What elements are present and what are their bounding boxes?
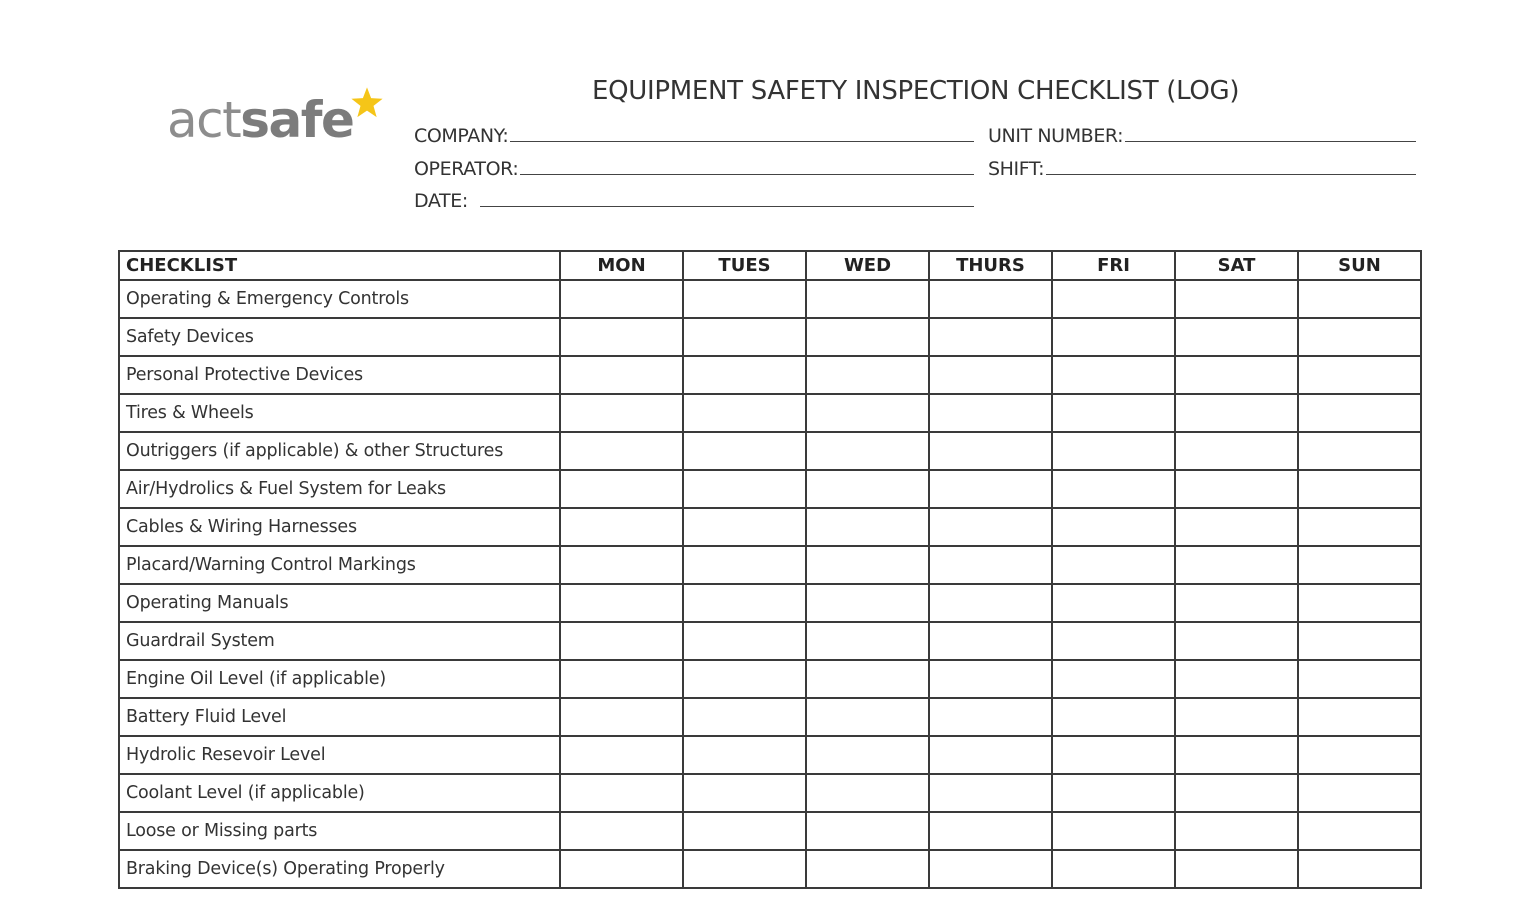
table-row xyxy=(119,356,1421,394)
shift-input-line[interactable] xyxy=(1046,173,1416,175)
check-cell-wed[interactable] xyxy=(806,470,929,508)
logo-text-act: act xyxy=(167,91,241,149)
check-cell-thurs[interactable] xyxy=(929,432,1052,470)
checklist-item-label: Battery Fluid Level xyxy=(119,698,560,736)
check-cell-sat[interactable] xyxy=(1175,622,1298,660)
check-cell-wed[interactable] xyxy=(806,698,929,736)
col-header-wed: WED xyxy=(806,251,929,280)
actsafe-logo xyxy=(167,84,397,154)
col-header-checklist: CHECKLIST xyxy=(119,251,560,280)
check-cell-tues[interactable] xyxy=(683,812,806,850)
checklist-item-label: Placard/Warning Control Markings xyxy=(119,546,560,584)
check-cell-mon[interactable] xyxy=(560,774,683,812)
shift-field[interactable] xyxy=(988,158,1416,180)
check-cell-mon[interactable] xyxy=(560,660,683,698)
checklist-item-label: Operating Manuals xyxy=(119,584,560,622)
star-icon xyxy=(350,86,384,120)
check-cell-fri[interactable] xyxy=(1052,508,1175,546)
operator-input-line[interactable] xyxy=(520,173,974,175)
check-cell-fri[interactable] xyxy=(1052,622,1175,660)
table-row xyxy=(119,622,1421,660)
check-cell-sun[interactable] xyxy=(1298,546,1421,584)
col-header-sun: SUN xyxy=(1298,251,1421,280)
checklist-item-label: Outriggers (if applicable) & other Structures xyxy=(119,432,560,470)
check-cell-wed[interactable] xyxy=(806,318,929,356)
table-row xyxy=(119,812,1421,850)
check-cell-fri[interactable] xyxy=(1052,470,1175,508)
check-cell-thurs[interactable] xyxy=(929,660,1052,698)
check-cell-sun[interactable] xyxy=(1298,812,1421,850)
check-cell-thurs[interactable] xyxy=(929,622,1052,660)
check-cell-mon[interactable] xyxy=(560,508,683,546)
check-cell-mon[interactable] xyxy=(560,736,683,774)
check-cell-sun[interactable] xyxy=(1298,470,1421,508)
check-cell-tues[interactable] xyxy=(683,660,806,698)
table-row xyxy=(119,318,1421,356)
check-cell-fri[interactable] xyxy=(1052,546,1175,584)
check-cell-fri[interactable] xyxy=(1052,812,1175,850)
check-cell-thurs[interactable] xyxy=(929,736,1052,774)
check-cell-wed[interactable] xyxy=(806,432,929,470)
check-cell-wed[interactable] xyxy=(806,508,929,546)
check-cell-thurs[interactable] xyxy=(929,470,1052,508)
check-cell-sat[interactable] xyxy=(1175,356,1298,394)
check-cell-sun[interactable] xyxy=(1298,622,1421,660)
check-cell-thurs[interactable] xyxy=(929,318,1052,356)
check-cell-wed[interactable] xyxy=(806,280,929,318)
table-header-row xyxy=(119,251,1421,280)
col-header-thurs: THURS xyxy=(929,251,1052,280)
checklist-item-label: Engine Oil Level (if applicable) xyxy=(119,660,560,698)
check-cell-sat[interactable] xyxy=(1175,660,1298,698)
check-cell-thurs[interactable] xyxy=(929,508,1052,546)
check-cell-tues[interactable] xyxy=(683,584,806,622)
check-cell-wed[interactable] xyxy=(806,622,929,660)
check-cell-fri[interactable] xyxy=(1052,850,1175,888)
check-cell-thurs[interactable] xyxy=(929,546,1052,584)
check-cell-thurs[interactable] xyxy=(929,774,1052,812)
col-header-fri: FRI xyxy=(1052,251,1175,280)
logo-wordmark xyxy=(167,92,353,148)
col-header-mon: MON xyxy=(560,251,683,280)
table-row xyxy=(119,660,1421,698)
check-cell-sun[interactable] xyxy=(1298,698,1421,736)
check-cell-wed[interactable] xyxy=(806,850,929,888)
check-cell-fri[interactable] xyxy=(1052,394,1175,432)
check-cell-tues[interactable] xyxy=(683,508,806,546)
checklist-item-label: Loose or Missing parts xyxy=(119,812,560,850)
check-cell-tues[interactable] xyxy=(683,850,806,888)
check-cell-tues[interactable] xyxy=(683,622,806,660)
check-cell-mon[interactable] xyxy=(560,850,683,888)
check-cell-wed[interactable] xyxy=(806,356,929,394)
check-cell-sat[interactable] xyxy=(1175,280,1298,318)
check-cell-sat[interactable] xyxy=(1175,736,1298,774)
check-cell-fri[interactable] xyxy=(1052,774,1175,812)
check-cell-mon[interactable] xyxy=(560,622,683,660)
check-cell-sun[interactable] xyxy=(1298,584,1421,622)
check-cell-sat[interactable] xyxy=(1175,546,1298,584)
company-label: COMPANY: xyxy=(414,125,509,147)
check-cell-sun[interactable] xyxy=(1298,736,1421,774)
check-cell-wed[interactable] xyxy=(806,660,929,698)
checklist-body xyxy=(119,280,1421,888)
checklist-item-label: Air/Hydrolics & Fuel System for Leaks xyxy=(119,470,560,508)
check-cell-sat[interactable] xyxy=(1175,318,1298,356)
check-cell-wed[interactable] xyxy=(806,546,929,584)
check-cell-sun[interactable] xyxy=(1298,318,1421,356)
table-row xyxy=(119,508,1421,546)
check-cell-mon[interactable] xyxy=(560,432,683,470)
operator-label: OPERATOR: xyxy=(414,158,519,180)
unit-number-input-line[interactable] xyxy=(1125,140,1416,142)
check-cell-tues[interactable] xyxy=(683,774,806,812)
check-cell-wed[interactable] xyxy=(806,394,929,432)
check-cell-sun[interactable] xyxy=(1298,850,1421,888)
check-cell-tues[interactable] xyxy=(683,736,806,774)
check-cell-sat[interactable] xyxy=(1175,812,1298,850)
checklist-item-label: Personal Protective Devices xyxy=(119,356,560,394)
check-cell-fri[interactable] xyxy=(1052,736,1175,774)
check-cell-fri[interactable] xyxy=(1052,318,1175,356)
table-row xyxy=(119,394,1421,432)
checklist-item-label: Operating & Emergency Controls xyxy=(119,280,560,318)
check-cell-tues[interactable] xyxy=(683,394,806,432)
check-cell-sat[interactable] xyxy=(1175,698,1298,736)
check-cell-tues[interactable] xyxy=(683,356,806,394)
check-cell-mon[interactable] xyxy=(560,812,683,850)
check-cell-mon[interactable] xyxy=(560,318,683,356)
check-cell-mon[interactable] xyxy=(560,356,683,394)
check-cell-fri[interactable] xyxy=(1052,280,1175,318)
check-cell-sun[interactable] xyxy=(1298,356,1421,394)
check-cell-sat[interactable] xyxy=(1175,508,1298,546)
table-row xyxy=(119,774,1421,812)
check-cell-thurs[interactable] xyxy=(929,698,1052,736)
check-cell-tues[interactable] xyxy=(683,470,806,508)
unit-number-label: UNIT NUMBER: xyxy=(988,125,1124,147)
checklist-item-label: Safety Devices xyxy=(119,318,560,356)
check-cell-thurs[interactable] xyxy=(929,356,1052,394)
check-cell-wed[interactable] xyxy=(806,774,929,812)
check-cell-wed[interactable] xyxy=(806,584,929,622)
col-header-sat: SAT xyxy=(1175,251,1298,280)
date-label: DATE: xyxy=(414,190,468,212)
check-cell-thurs[interactable] xyxy=(929,280,1052,318)
check-cell-tues[interactable] xyxy=(683,698,806,736)
table-row xyxy=(119,850,1421,888)
unit-number-field[interactable] xyxy=(988,125,1416,147)
checklist-item-label: Hydrolic Resevoir Level xyxy=(119,736,560,774)
company-field[interactable] xyxy=(414,125,974,147)
check-cell-wed[interactable] xyxy=(806,736,929,774)
check-cell-mon[interactable] xyxy=(560,698,683,736)
checklist-item-label: Braking Device(s) Operating Properly xyxy=(119,850,560,888)
shift-label: SHIFT: xyxy=(988,158,1045,180)
check-cell-sun[interactable] xyxy=(1298,280,1421,318)
check-cell-sat[interactable] xyxy=(1175,470,1298,508)
check-cell-mon[interactable] xyxy=(560,394,683,432)
logo-text-safe: safe xyxy=(240,91,354,149)
checklist-table xyxy=(118,250,1422,889)
check-cell-sun[interactable] xyxy=(1298,508,1421,546)
table-row xyxy=(119,470,1421,508)
checklist-item-label: Guardrail System xyxy=(119,622,560,660)
check-cell-sat[interactable] xyxy=(1175,432,1298,470)
operator-field[interactable] xyxy=(414,158,974,180)
check-cell-thurs[interactable] xyxy=(929,584,1052,622)
check-cell-sat[interactable] xyxy=(1175,850,1298,888)
check-cell-sun[interactable] xyxy=(1298,774,1421,812)
check-cell-fri[interactable] xyxy=(1052,660,1175,698)
check-cell-mon[interactable] xyxy=(560,584,683,622)
company-input-line[interactable] xyxy=(510,140,974,142)
checklist-item-label: Tires & Wheels xyxy=(119,394,560,432)
check-cell-sat[interactable] xyxy=(1175,774,1298,812)
date-field[interactable] xyxy=(414,190,974,212)
check-cell-fri[interactable] xyxy=(1052,356,1175,394)
check-cell-mon[interactable] xyxy=(560,546,683,584)
table-row xyxy=(119,584,1421,622)
checklist-item-label: Cables & Wiring Harnesses xyxy=(119,508,560,546)
table-row xyxy=(119,546,1421,584)
table-row xyxy=(119,736,1421,774)
check-cell-wed[interactable] xyxy=(806,812,929,850)
check-cell-tues[interactable] xyxy=(683,280,806,318)
check-cell-fri[interactable] xyxy=(1052,584,1175,622)
table-row xyxy=(119,698,1421,736)
table-row xyxy=(119,280,1421,318)
check-cell-sun[interactable] xyxy=(1298,394,1421,432)
check-cell-sun[interactable] xyxy=(1298,660,1421,698)
checklist-item-label: Coolant Level (if applicable) xyxy=(119,774,560,812)
col-header-tues: TUES xyxy=(683,251,806,280)
date-input-line[interactable] xyxy=(480,205,974,207)
check-cell-mon[interactable] xyxy=(560,470,683,508)
check-cell-tues[interactable] xyxy=(683,546,806,584)
check-cell-sun[interactable] xyxy=(1298,432,1421,470)
check-cell-tues[interactable] xyxy=(683,318,806,356)
check-cell-thurs[interactable] xyxy=(929,850,1052,888)
check-cell-thurs[interactable] xyxy=(929,394,1052,432)
check-cell-fri[interactable] xyxy=(1052,432,1175,470)
page-title: EQUIPMENT SAFETY INSPECTION CHECKLIST (LOG) xyxy=(592,76,1240,106)
check-cell-sat[interactable] xyxy=(1175,394,1298,432)
check-cell-fri[interactable] xyxy=(1052,698,1175,736)
table-row xyxy=(119,432,1421,470)
check-cell-tues[interactable] xyxy=(683,432,806,470)
check-cell-sat[interactable] xyxy=(1175,584,1298,622)
check-cell-mon[interactable] xyxy=(560,280,683,318)
check-cell-thurs[interactable] xyxy=(929,812,1052,850)
